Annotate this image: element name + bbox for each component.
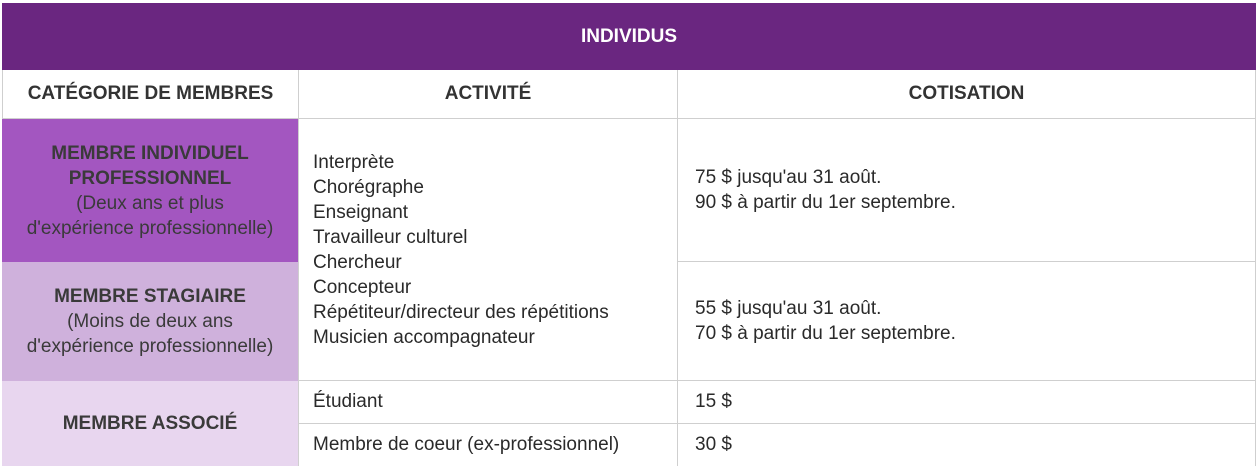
category-professional-title-line2: PROFESSIONNEL — [68, 167, 232, 189]
activities-professional-list — [298, 119, 677, 381]
category-professional-note-line2: d'expérience professionnelle) — [26, 217, 274, 239]
header-fee — [677, 70, 1256, 119]
category-associate-title: MEMBRE ASSOCIÉ — [62, 413, 238, 434]
associate-activity-student-label: Étudiant — [313, 391, 383, 412]
category-trainee-note-line2: d'expérience professionnelle) — [26, 336, 274, 357]
associate-activity-heart-label: Membre de coeur (ex-professionnel) — [313, 434, 620, 455]
membership-table — [2, 0, 1256, 466]
header-category-label: CATÉGORIE DE MEMBRES — [27, 83, 274, 104]
associate-fee-heart-value: 30 $ — [695, 434, 732, 455]
list-item: Chercheur — [313, 251, 402, 273]
header-activity — [298, 70, 677, 119]
category-associate — [2, 381, 298, 466]
fee-trainee — [677, 262, 1256, 381]
list-item: Enseignant — [313, 201, 409, 223]
list-item: Chorégraphe — [313, 176, 424, 198]
header-fee-label: COTISATION — [908, 83, 1025, 104]
category-trainee-note-line1: (Moins de deux ans — [67, 311, 233, 332]
header-activity-label: ACTIVITÉ — [444, 83, 532, 104]
category-trainee — [2, 262, 298, 381]
table-title: INDIVIDUS — [580, 25, 678, 47]
category-professional-note-line1: (Deux ans et plus — [76, 192, 224, 214]
fee-professional — [677, 119, 1256, 262]
list-item: Travailleur culturel — [313, 226, 468, 248]
associate-fee-student-value: 15 $ — [695, 391, 732, 412]
category-professional-title-line1: MEMBRE INDIVIDUEL — [51, 142, 249, 164]
list-item: Répétiteur/directeur des répétitions — [313, 301, 609, 323]
header-category — [2, 70, 298, 119]
list-item: Interprète — [313, 151, 395, 173]
associate-activity-heart — [298, 424, 677, 466]
category-professional — [2, 119, 298, 262]
fee-professional-line1: 75 $ jusqu'au 31 août. — [695, 167, 882, 188]
fee-trainee-line2: 70 $ à partir du 1er septembre. — [695, 323, 956, 344]
fee-trainee-line1: 55 $ jusqu'au 31 août. — [695, 298, 882, 319]
associate-fee-student — [677, 381, 1256, 424]
associate-fee-heart — [677, 424, 1256, 466]
list-item: Concepteur — [313, 276, 412, 298]
category-trainee-title: MEMBRE STAGIAIRE — [54, 286, 246, 307]
list-item: Musicien accompagnateur — [313, 326, 535, 348]
fee-professional-line2: 90 $ à partir du 1er septembre. — [695, 192, 956, 213]
associate-activity-student — [298, 381, 677, 424]
table-title-bar — [2, 3, 1256, 70]
